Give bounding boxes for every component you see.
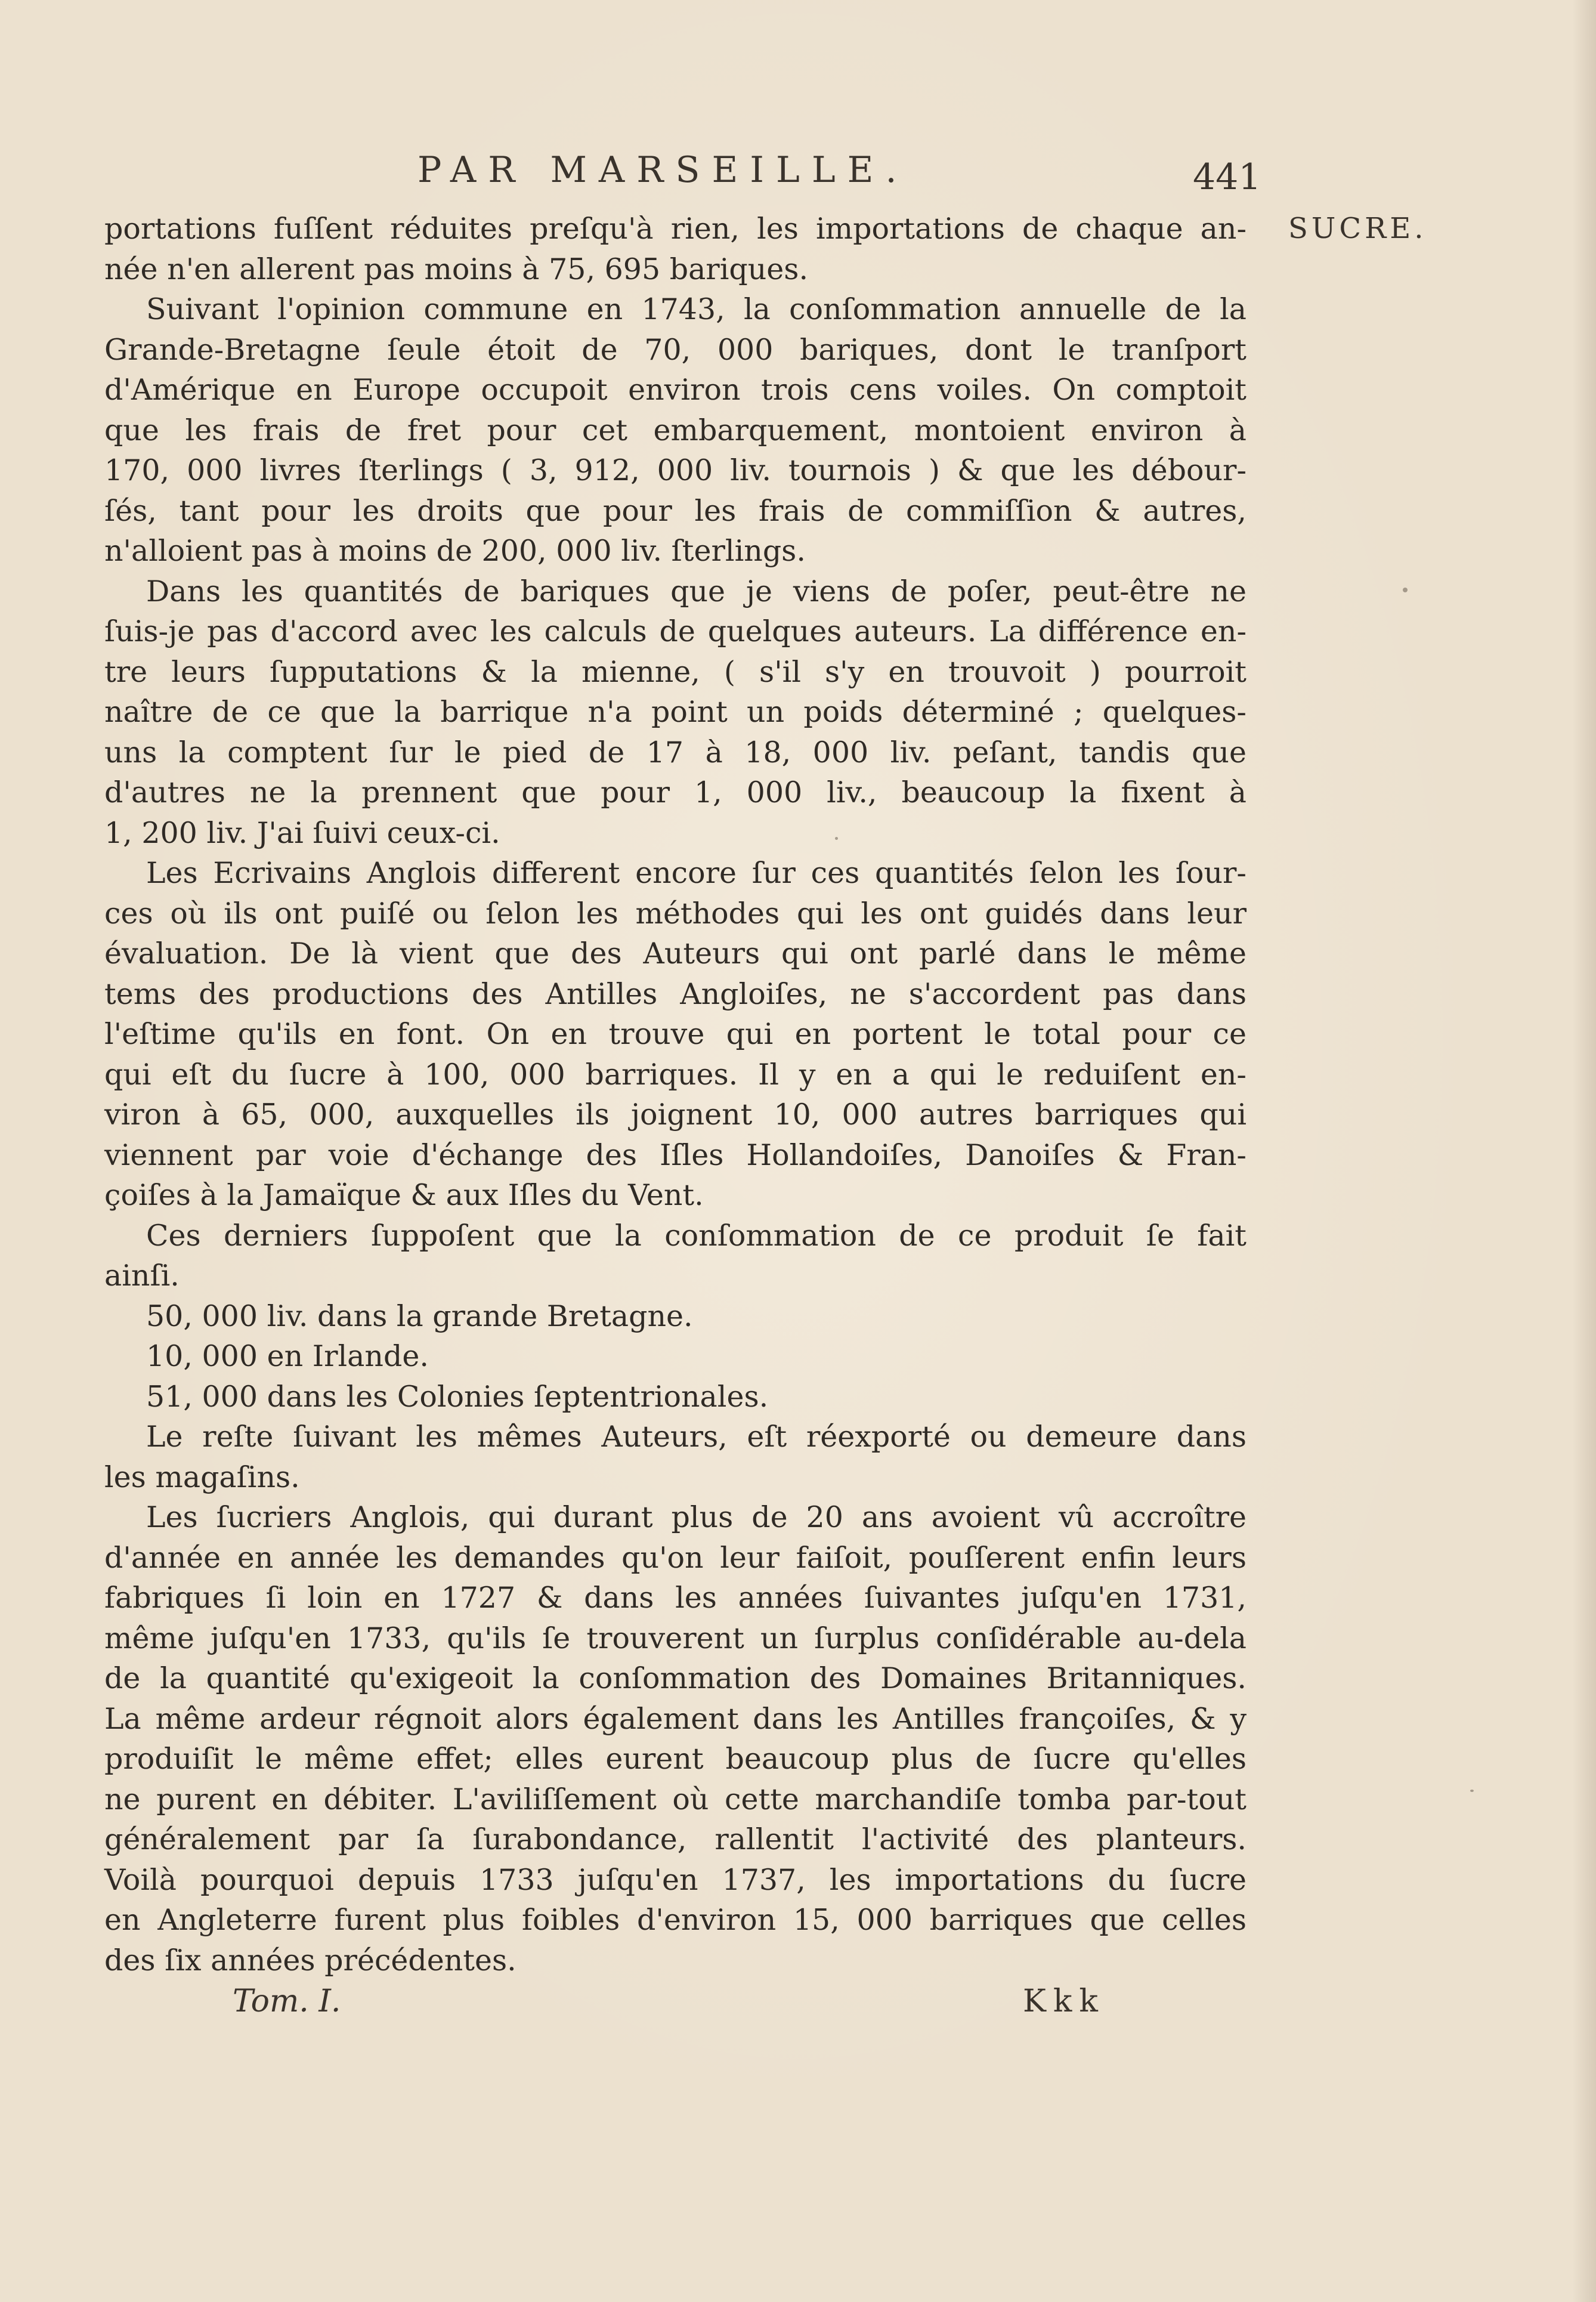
body-text bbox=[104, 209, 1247, 1980]
text-line: généralement par ſa ſurabondance, rallentit l'activité des planteurs. bbox=[104, 1822, 1247, 1856]
margin-note: SUCRE. bbox=[1288, 212, 1427, 245]
text-line: produiſit le même effet; elles eurent beaucoup plus de ſucre qu'elles bbox=[104, 1742, 1247, 1776]
text-line: n'alloient pas à moins de 200, 000 liv. ſterlings. bbox=[104, 534, 806, 568]
text-line: fabriques ſi loin en 1727 & dans les années ſuivantes juſqu'en 1731, bbox=[104, 1581, 1247, 1615]
text-line: l'eſtime qu'ils en font. On en trouve qui en portent le total pour ce bbox=[104, 1017, 1247, 1051]
text-line: Grande-Bretagne ſeule étoit de 70, 000 bariques, dont le tranſport bbox=[104, 332, 1247, 367]
text-line: tems des productions des Antilles Angloiſes, ne s'accordent pas dans bbox=[104, 977, 1247, 1011]
text-line: viron à 65, 000, auxquelles ils joignent 10, 000 autres barriques qui bbox=[104, 1098, 1247, 1132]
volume-marker: Tom. I. bbox=[233, 1983, 341, 2019]
signature-mark: Kkk bbox=[1023, 1983, 1105, 2019]
text-line: que les frais de fret pour cet embarquement, montoient environ à bbox=[104, 413, 1247, 447]
text-line: 10, 000 en Irlande. bbox=[146, 1339, 429, 1373]
text-line: 51, 000 dans les Colonies ſeptentrionales. bbox=[146, 1379, 769, 1414]
text-line: Le reſte ſuivant les mêmes Auteurs, eſt réexporté ou demeure dans bbox=[146, 1420, 1247, 1454]
text-line: évaluation. De là vient que des Auteurs qui ont parlé dans le même bbox=[104, 937, 1247, 971]
text-line: çoiſes à la Jamaïque & aux Iſles du Vent. bbox=[104, 1178, 704, 1212]
text-line: ces où ils ont puiſé ou ſelon les méthodes qui les ont guidés dans leur bbox=[104, 896, 1247, 931]
text-line: en Angleterre furent plus foibles d'environ 15, 000 barriques que celles bbox=[104, 1903, 1247, 1937]
text-line: ſés, tant pour les droits que pour les frais de commiſſion & autres, bbox=[104, 493, 1247, 528]
page-footer bbox=[0, 1983, 1596, 2031]
text-line: Voilà pourquoi depuis 1733 juſqu'en 1737, les importations du ſucre bbox=[104, 1862, 1247, 1897]
text-line: même juſqu'en 1733, qu'ils ſe trouverent un ſurplus conſidérable au-dela bbox=[104, 1621, 1247, 1655]
text-line: d'autres ne la prennent que pour 1, 000 liv., beaucoup la fixent à bbox=[104, 775, 1247, 809]
text-line: Les Ecrivains Anglois different encore ſur ces quantités ſelon les ſour- bbox=[146, 856, 1247, 890]
paper-speck bbox=[835, 837, 838, 840]
text-line: viennent par voie d'échange des Iſles Hollandoiſes, Danoiſes & Fran- bbox=[104, 1138, 1247, 1172]
text-line: uns la comptent ſur le pied de 17 à 18, 000 liv. peſant, tandis que bbox=[104, 735, 1247, 770]
text-line: Ces derniers ſuppoſent que la conſommation de ce produit ſe fait bbox=[146, 1218, 1247, 1253]
text-line: naître de ce que la barrique n'a point un poids déterminé ; quelques- bbox=[104, 695, 1247, 729]
page-edge-shadow bbox=[1572, 0, 1596, 2302]
text-line: d'Amérique en Europe occupoit environ trois cens voiles. On comptoit bbox=[104, 373, 1247, 407]
text-line: des ſix années précédentes. bbox=[104, 1943, 516, 1977]
text-line: Dans les quantités de bariques que je viens de poſer, peut-être ne bbox=[146, 574, 1247, 608]
text-line: Suivant l'opinion commune en 1743, la conſommation annuelle de la bbox=[146, 292, 1247, 326]
text-line: les magaſins. bbox=[104, 1460, 300, 1494]
text-line: ainſi. bbox=[104, 1259, 180, 1293]
text-line: 1, 200 liv. J'ai ſuivi ceux-ci. bbox=[104, 815, 500, 850]
page-number: 441 bbox=[1193, 156, 1261, 198]
running-title: PAR MARSEILLE. bbox=[417, 149, 909, 191]
text-line: d'année en année les demandes qu'on leur faiſoit, pouſſerent enfin leurs bbox=[104, 1540, 1247, 1575]
paper-speck bbox=[1403, 588, 1408, 592]
text-line: 170, 000 livres ſterlings ( 3, 912, 000 liv. tournois ) & que les débour- bbox=[104, 453, 1247, 487]
text-line: ne purent en débiter. L'aviliſſement où cette marchandiſe tomba par-tout bbox=[104, 1782, 1247, 1816]
text-line: de la quantité qu'exigeoit la conſommation des Domaines Britanniques. bbox=[104, 1661, 1247, 1695]
text-line: qui eſt du ſucre à 100, 000 barriques. Il y en a qui le reduiſent en- bbox=[104, 1057, 1247, 1092]
paper-speck bbox=[1470, 1790, 1474, 1792]
text-line: née n'en allerent pas moins à 75, 695 bariques. bbox=[104, 252, 809, 286]
text-line: portations fuſſent réduites preſqu'à rien, les importations de chaque an- bbox=[104, 212, 1247, 246]
text-line: 50, 000 liv. dans la grande Bretagne. bbox=[146, 1299, 693, 1333]
text-line: La même ardeur régnoit alors également dans les Antilles françoiſes, & y bbox=[104, 1701, 1247, 1736]
text-line: ſuis-je pas d'accord avec les calculs de quelques auteurs. La différence en- bbox=[104, 614, 1247, 648]
text-line: Les ſucriers Anglois, qui durant plus de 20 ans avoient vû accroître bbox=[146, 1500, 1247, 1534]
text-line: tre leurs ſupputations & la mienne, ( s'il s'y en trouvoit ) pourroit bbox=[104, 654, 1247, 689]
